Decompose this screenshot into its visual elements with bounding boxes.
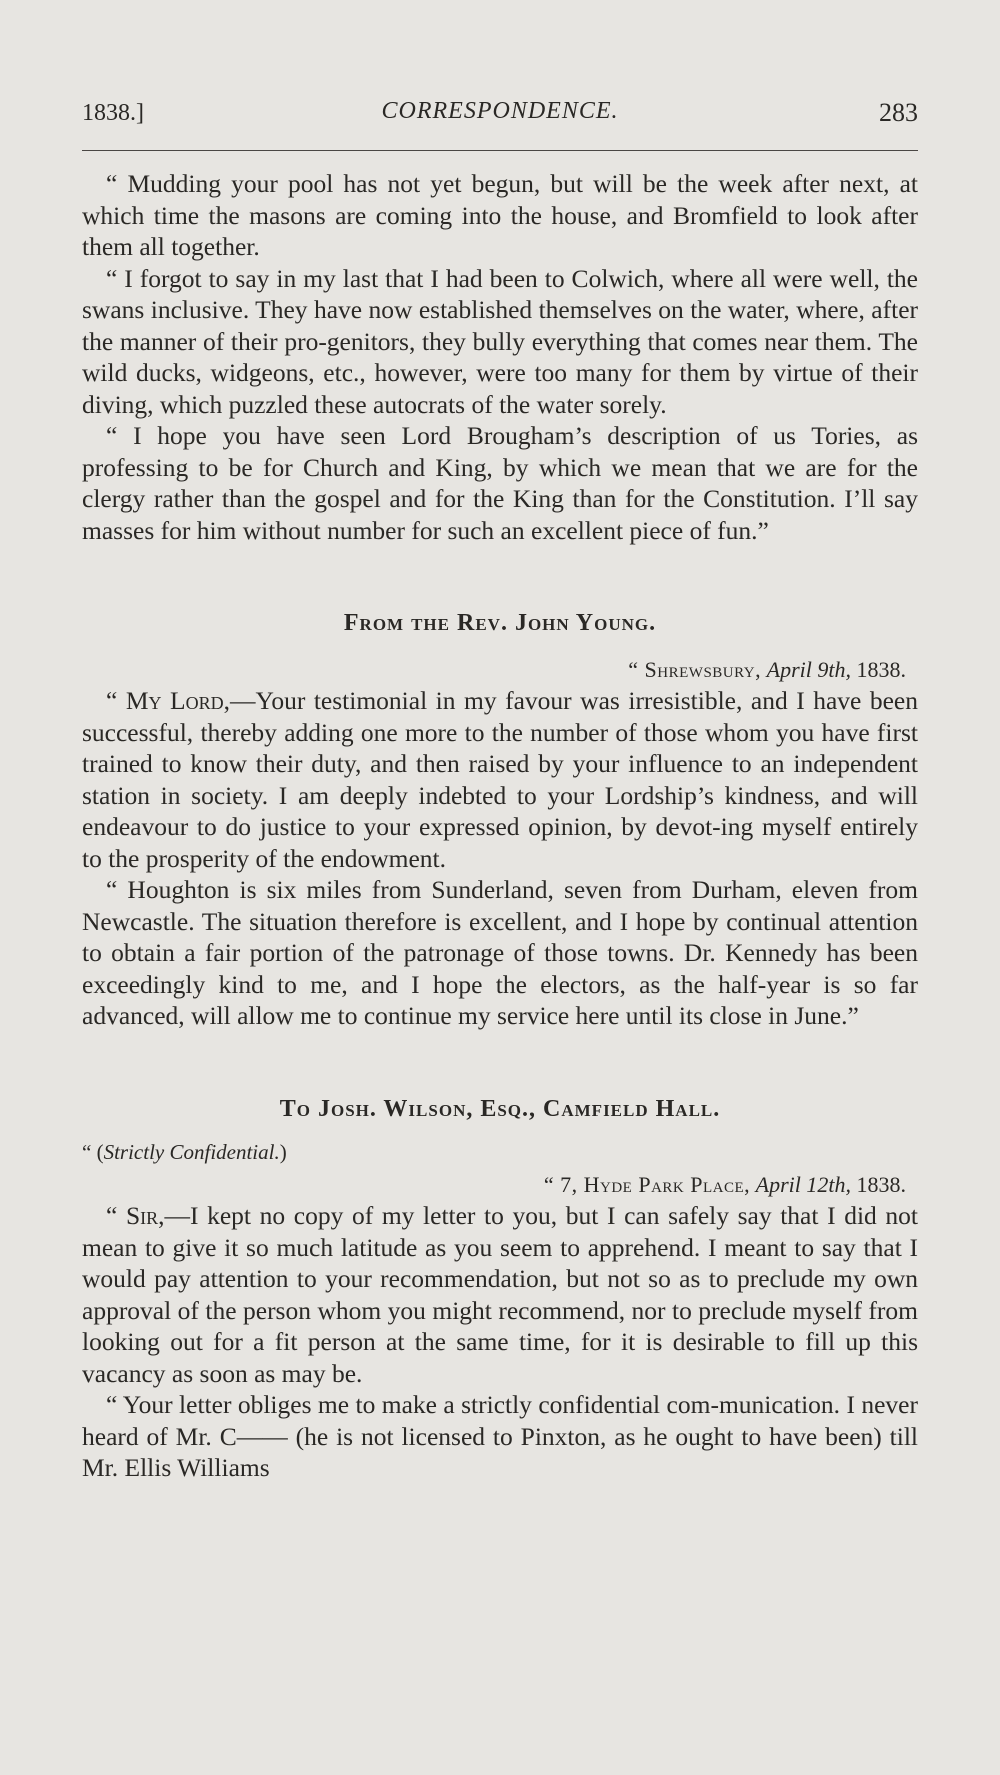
dateline-place: “ Shrewsbury, [628, 656, 762, 682]
header-rule [82, 150, 918, 151]
dateline-date: April 9th, [766, 656, 851, 682]
letter-dateline [82, 1169, 918, 1201]
dateline-year: 1838. [856, 656, 906, 682]
paragraph: “ Your letter obliges me to make a strictly confidential com-munication. I never heard of Mr. C—— (he is not licensed to Pinxton, as he ought to have been) till Mr. Ellis Williams [82, 1390, 918, 1482]
salutation: “ Sir, [106, 1201, 165, 1230]
salutation: “ My Lord, [106, 686, 230, 715]
header-year: 1838.] [82, 100, 144, 126]
page-body [82, 168, 918, 1484]
letter-dateline [82, 654, 918, 686]
running-header [82, 96, 918, 132]
note-close: ) [279, 1140, 287, 1164]
note-text: Strictly Confidential. [103, 1140, 280, 1164]
letter-heading: To Josh. Wilson, Esq., Camfield Hall. [279, 1095, 721, 1122]
paragraph [82, 1200, 918, 1389]
paragraph-text: —Your testimonial in my favour was irresistible, and I have been successful, thereby adding one more to the number of those whom you have first trained to know their duty, and then raised by your influence to an independent station in society. I am deeply indebted to your Lordship’s kindness, and will endeavour to do justice to your expressed opinion, by devot-ing myself entirely to the prosperity of the endowment. [82, 686, 918, 873]
letter-heading: From the Rev. John Young. [343, 610, 657, 636]
page-number: 283 [879, 98, 918, 127]
paragraph-text: —I kept no copy of my letter to you, but I can safely say that I did not mean to give it so much latitude as you seem to apprehend. I meant to say that I would pay attention to your recommendation, but not so as to preclude my own approval of the person whom you might recommend, nor to preclude myself from looking out for a fit person at the same time, for it is desirable to fill up this vacancy as soon as may be. [82, 1201, 918, 1388]
note-open: “ ( [82, 1140, 104, 1164]
dateline-year: 1838. [856, 1171, 906, 1197]
paragraph: “ I forgot to say in my last that I had been to Colwich, where all were well, the swans inclusive. They have now established themselves on the water, where, after the manner of their pro-genitors, they bully everything that comes near them. The wild ducks, widgeons, etc., however, were too many for them by virtue of their diving, which puzzled these autocrats of the water sorely. [82, 263, 918, 419]
paragraph: “ Houghton is six miles from Sunderland, seven from Durham, eleven from Newcastle. The situation therefore is excellent, and I hope by continual attention to obtain a fair portion of the patronage of those towns. Dr. Kennedy has been exceedingly kind to me, and I hope the electors, as the half-year is so far advanced, will allow me to continue my service here until its close in June.” [82, 875, 918, 1030]
paragraph: “ Mudding your pool has not yet begun, but will be the week after next, at which time the masons are coming into the house, and Bromfield to look after them all together. [82, 169, 918, 261]
letter-note [82, 1137, 918, 1169]
dateline-place: “ 7, Hyde Park Place, [543, 1171, 751, 1197]
paragraph [82, 685, 918, 874]
dateline-date: April 12th, [755, 1171, 851, 1197]
header-title: CORRESPONDENCE. [381, 98, 619, 124]
paragraph: “ I hope you have seen Lord Brougham’s description of us Tories, as professing to be for Church and King, by which we mean that we are for the clergy rather than the gospel and for the King than for the Constitution. I’ll say masses for him without number for such an excellent piece of fun.” [82, 421, 918, 545]
